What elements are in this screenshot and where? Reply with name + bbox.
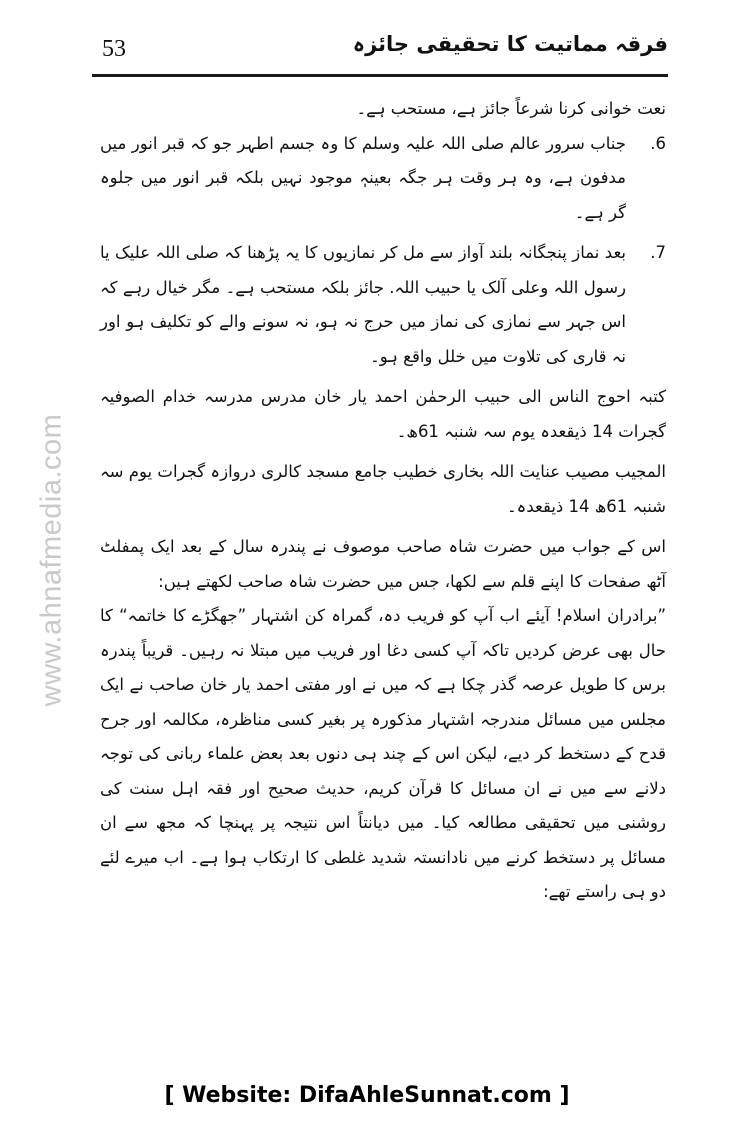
item-number: 6. <box>650 133 666 153</box>
paragraph-katabahu: کتبہ احوج الناس الی حبیب الرحمٰن احمد یار خان مدرس مدرسہ خدام الصوفیہ گجرات 14 ذیقعدہ یوم سہ شنبہ 61ھ۔ <box>100 387 666 441</box>
item-text: جناب سرور عالم صلی اللہ علیہ وسلم کا وہ جسم اطہر جو کہ قبر انور میں مدفون ہے، وہ ہر وقت ہر جگہ بعینہٖ موجود نہیں بلکہ قبر انور میں جلوہ گر ہے۔ <box>100 133 626 222</box>
item-number: 7. <box>650 243 666 262</box>
website-watermark: www.ahnafmedia.com <box>35 413 68 707</box>
numbered-item-7 <box>100 236 666 374</box>
running-title: فرقہ مماتیت کا تحقیقی جائزہ <box>352 32 668 56</box>
page-body <box>100 92 666 910</box>
paragraph-response: اس کے جواب میں حضرت شاہ صاحب موصوف نے پندرہ سال کے بعد ایک پمفلٹ آٹھ صفحات کا اپنے قلم سے لکھا، جس میں حضرت شاہ صاحب لکھتے ہیں: <box>100 537 666 591</box>
header-rule <box>92 74 668 77</box>
page-header <box>92 30 668 74</box>
paragraph-mujeeb: المجیب مصیب عنایت اللہ بخاری خطیب جامع مسجد کالری دروازہ گجرات یوم سہ شنبہ 61ھ 14 ذیقعدہ۔ <box>100 462 666 516</box>
paragraph-quote: ”برادران اسلام! آیئے اب آپ کو فریب دہ، گمراہ کن اشتہار ”جھگڑے کا خاتمہ“ کا حال بھی عرض کردیں تاکہ آپ کسی دغا اور فریب میں مبتلا نہ رہیں۔ قریباً پندرہ برس کا طویل عرصہ گذر چکا ہے کہ میں نے اور مفتی احمد یار خان صاحب نے ایک مجلس میں مسائل مندرجہ اشتہار مذکورہ پر بغیر کسی مناظرہ، مکالمہ اور جرح قدح کے دستخط کر دیے، لیکن اس کے چند ہی دنوں بعد بعض علماء ربانی کی توجہ دلانے سے میں نے ان مسائل کا قرآن کریم، حدیث صحیح اور فقہ اہل سنت کی روشنی میں تحقیقی مطالعہ کیا۔ میں دیانتاً اس نتیجہ پر پہنچا کہ مجھ سے ان مسائل پر دستخط کرنے میں نادانستہ شدید غلطی کا ارتکاب ہوا ہے۔ اب میرے لئے دو ہی راستے تھے: <box>100 606 666 901</box>
numbered-item-6 <box>100 127 666 231</box>
page-number: 53 <box>102 36 126 62</box>
website-footer: [ Website: DifaAhleSunnat.com ] <box>164 1083 570 1108</box>
paragraph-naat: نعت خوانی کرنا شرعاً جائز ہے، مستحب ہے۔ <box>356 99 666 118</box>
item-text: بعد نماز پنجگانہ بلند آواز سے مل کر نمازیوں کا یہ پڑھنا کہ صلی اللہ علیک یا رسول اللہ وعلی آلک یا حبیب اللہ. جائز بلکہ مستحب ہے۔ مگر خیال رہے کہ اس جہر سے نمازی کی نماز میں حرج نہ ہو، نہ سونے والے کو تکلیف ہو اور نہ قاری کی تلاوت میں خلل واقع ہو۔ <box>100 243 626 366</box>
